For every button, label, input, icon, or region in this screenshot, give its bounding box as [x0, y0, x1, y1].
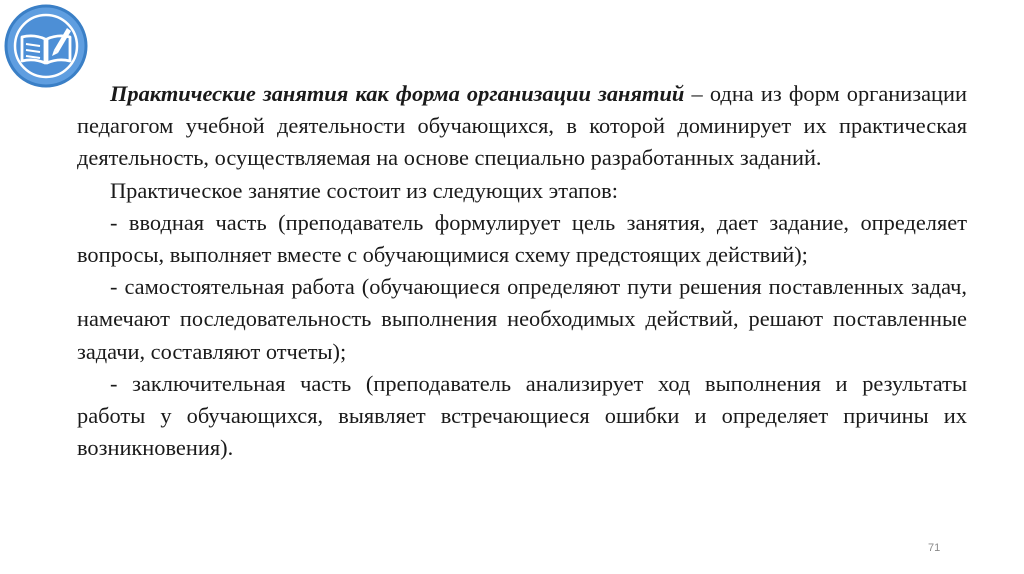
- definition-paragraph: [77, 78, 967, 175]
- definition-term: Практические занятия как форма организации занятий: [110, 81, 685, 106]
- page-number: 71: [928, 542, 941, 554]
- stages-intro: Практическое занятие состоит из следующих этапов:: [110, 177, 618, 203]
- definition-text: – одна из форм организации педагогом учебной деятельности обучающихся, в которой доминирует их практическая деятельность, осуществляемая на основе специально разработанных заданий.: [77, 81, 967, 171]
- stage-introductory: - вводная часть (преподаватель формулирует цель занятия, дает задание, определяет вопросы, выполняет вместе с обучающимися схему предстоящих действий);: [77, 209, 967, 268]
- slide-body: [77, 78, 967, 464]
- open-book-pen-icon: [4, 4, 88, 88]
- stage-independent-work: - самостоятельная работа (обучающиеся определяют пути решения поставленных задач, намечают последовательность выполнения необходимых действий, решают поставленные задачи, составляют отчеты);: [77, 274, 967, 364]
- stage-final: - заключительная часть (преподаватель анализирует ход выполнения и результаты работы у обучающихся, выявляет встречающиеся ошибки и определяет причины их возникновения).: [77, 370, 967, 461]
